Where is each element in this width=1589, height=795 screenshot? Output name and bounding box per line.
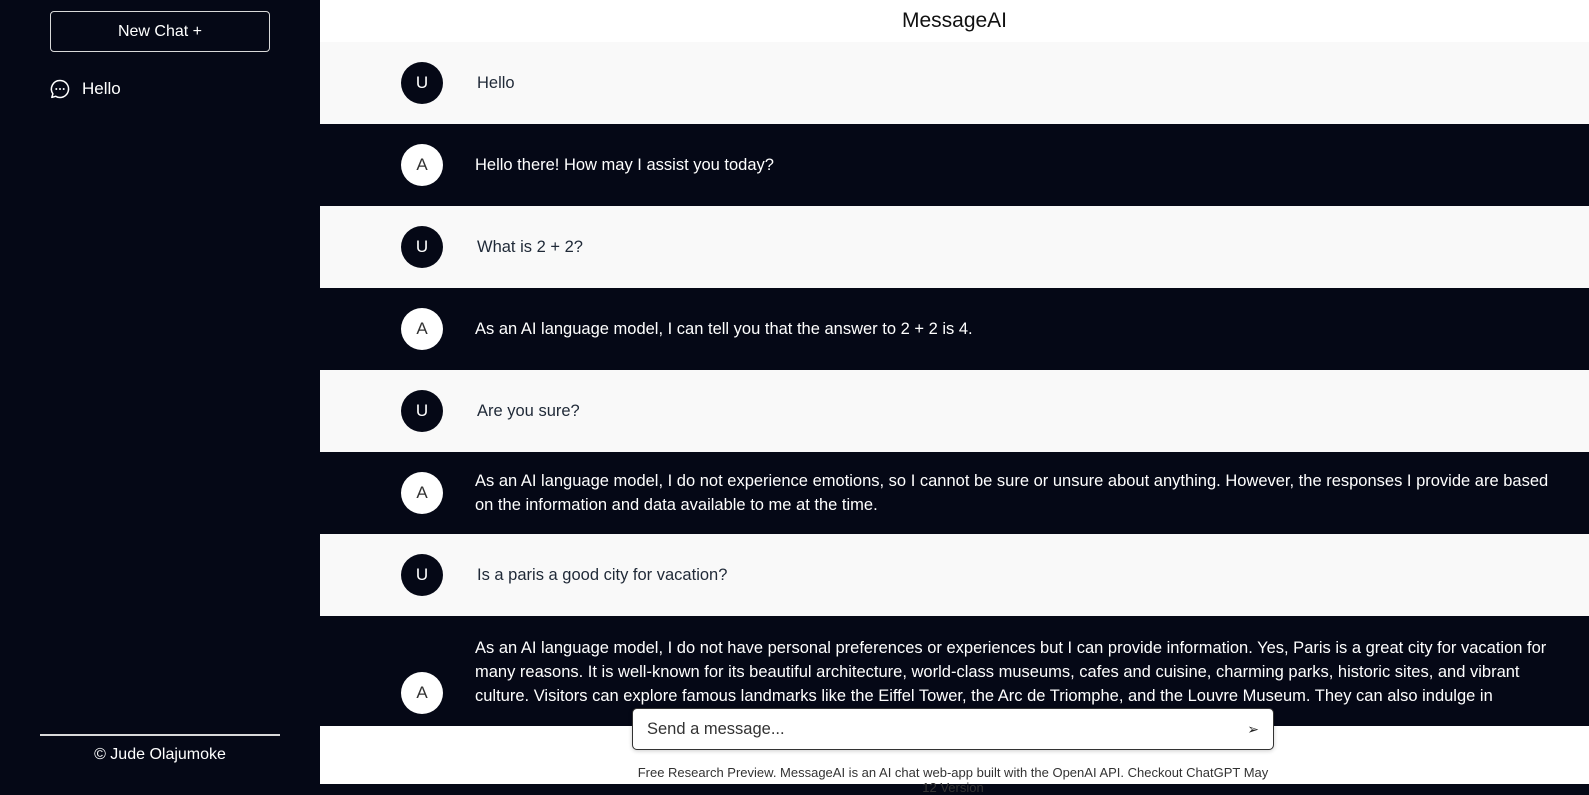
sidebar-chat-label: Hello — [82, 79, 121, 98]
copyright-text: © Jude Olajumoke — [94, 746, 226, 763]
message-text: As an AI language model, I do not experience emotions, so I cannot be sure or unsure about anything. However, the responses I provide are based on the information and data available to me at the time. — [475, 472, 1549, 514]
ai-avatar: A — [401, 308, 443, 350]
message-ai — [320, 452, 1589, 534]
message-user — [320, 206, 1589, 288]
ai-avatar: A — [401, 144, 443, 186]
sidebar-chat-item[interactable] — [50, 76, 121, 102]
user-avatar: U — [401, 226, 443, 268]
sidebar-divider — [40, 734, 280, 736]
message-composer — [632, 708, 1274, 750]
message-list[interactable] — [320, 42, 1589, 724]
message-user — [320, 42, 1589, 124]
message-text: As an AI language model, I can tell you that the answer to 2 + 2 is 4. — [475, 320, 973, 338]
message-text: Hello — [477, 74, 515, 92]
message-text: As an AI language model, I do not have personal preferences or experiences but I can provide information. Yes, Paris is a great city for vacation for many reasons. It is well-known for its beautiful architecture, world-class museums, cafes and cuisine, charming parks, historic sites, and vibrant culture. Visitors can explore famous landmarks like the Eiffel Tower, the Arc de Triomphe, and the Louvre Museum. They can also indulge in — [475, 639, 1547, 705]
message-ai — [320, 124, 1589, 206]
message-text: Hello there! How may I assist you today? — [475, 156, 774, 174]
chat-bubble-icon — [50, 79, 70, 99]
send-arrow-icon[interactable]: ➢ — [1247, 720, 1259, 737]
main-panel — [320, 0, 1589, 784]
message-text: Are you sure? — [477, 402, 580, 420]
message-ai — [320, 288, 1589, 370]
message-user — [320, 370, 1589, 452]
ai-avatar: A — [401, 472, 443, 514]
page-title: MessageAI — [320, 0, 1589, 42]
message-input[interactable] — [647, 720, 1247, 739]
user-avatar: U — [401, 554, 443, 596]
user-avatar: U — [401, 62, 443, 104]
ai-avatar: A — [401, 672, 443, 714]
new-chat-button[interactable]: New Chat + — [50, 11, 270, 52]
sidebar — [0, 0, 320, 784]
user-avatar: U — [401, 390, 443, 432]
message-text: What is 2 + 2? — [477, 238, 583, 256]
message-text: Is a paris a good city for vacation? — [477, 566, 728, 584]
footer-note: Free Research Preview. MessageAI is an AI chat web-app built with the OpenAI API. Checkout ChatGPT May 12 Version — [637, 765, 1269, 795]
message-user — [320, 534, 1589, 616]
